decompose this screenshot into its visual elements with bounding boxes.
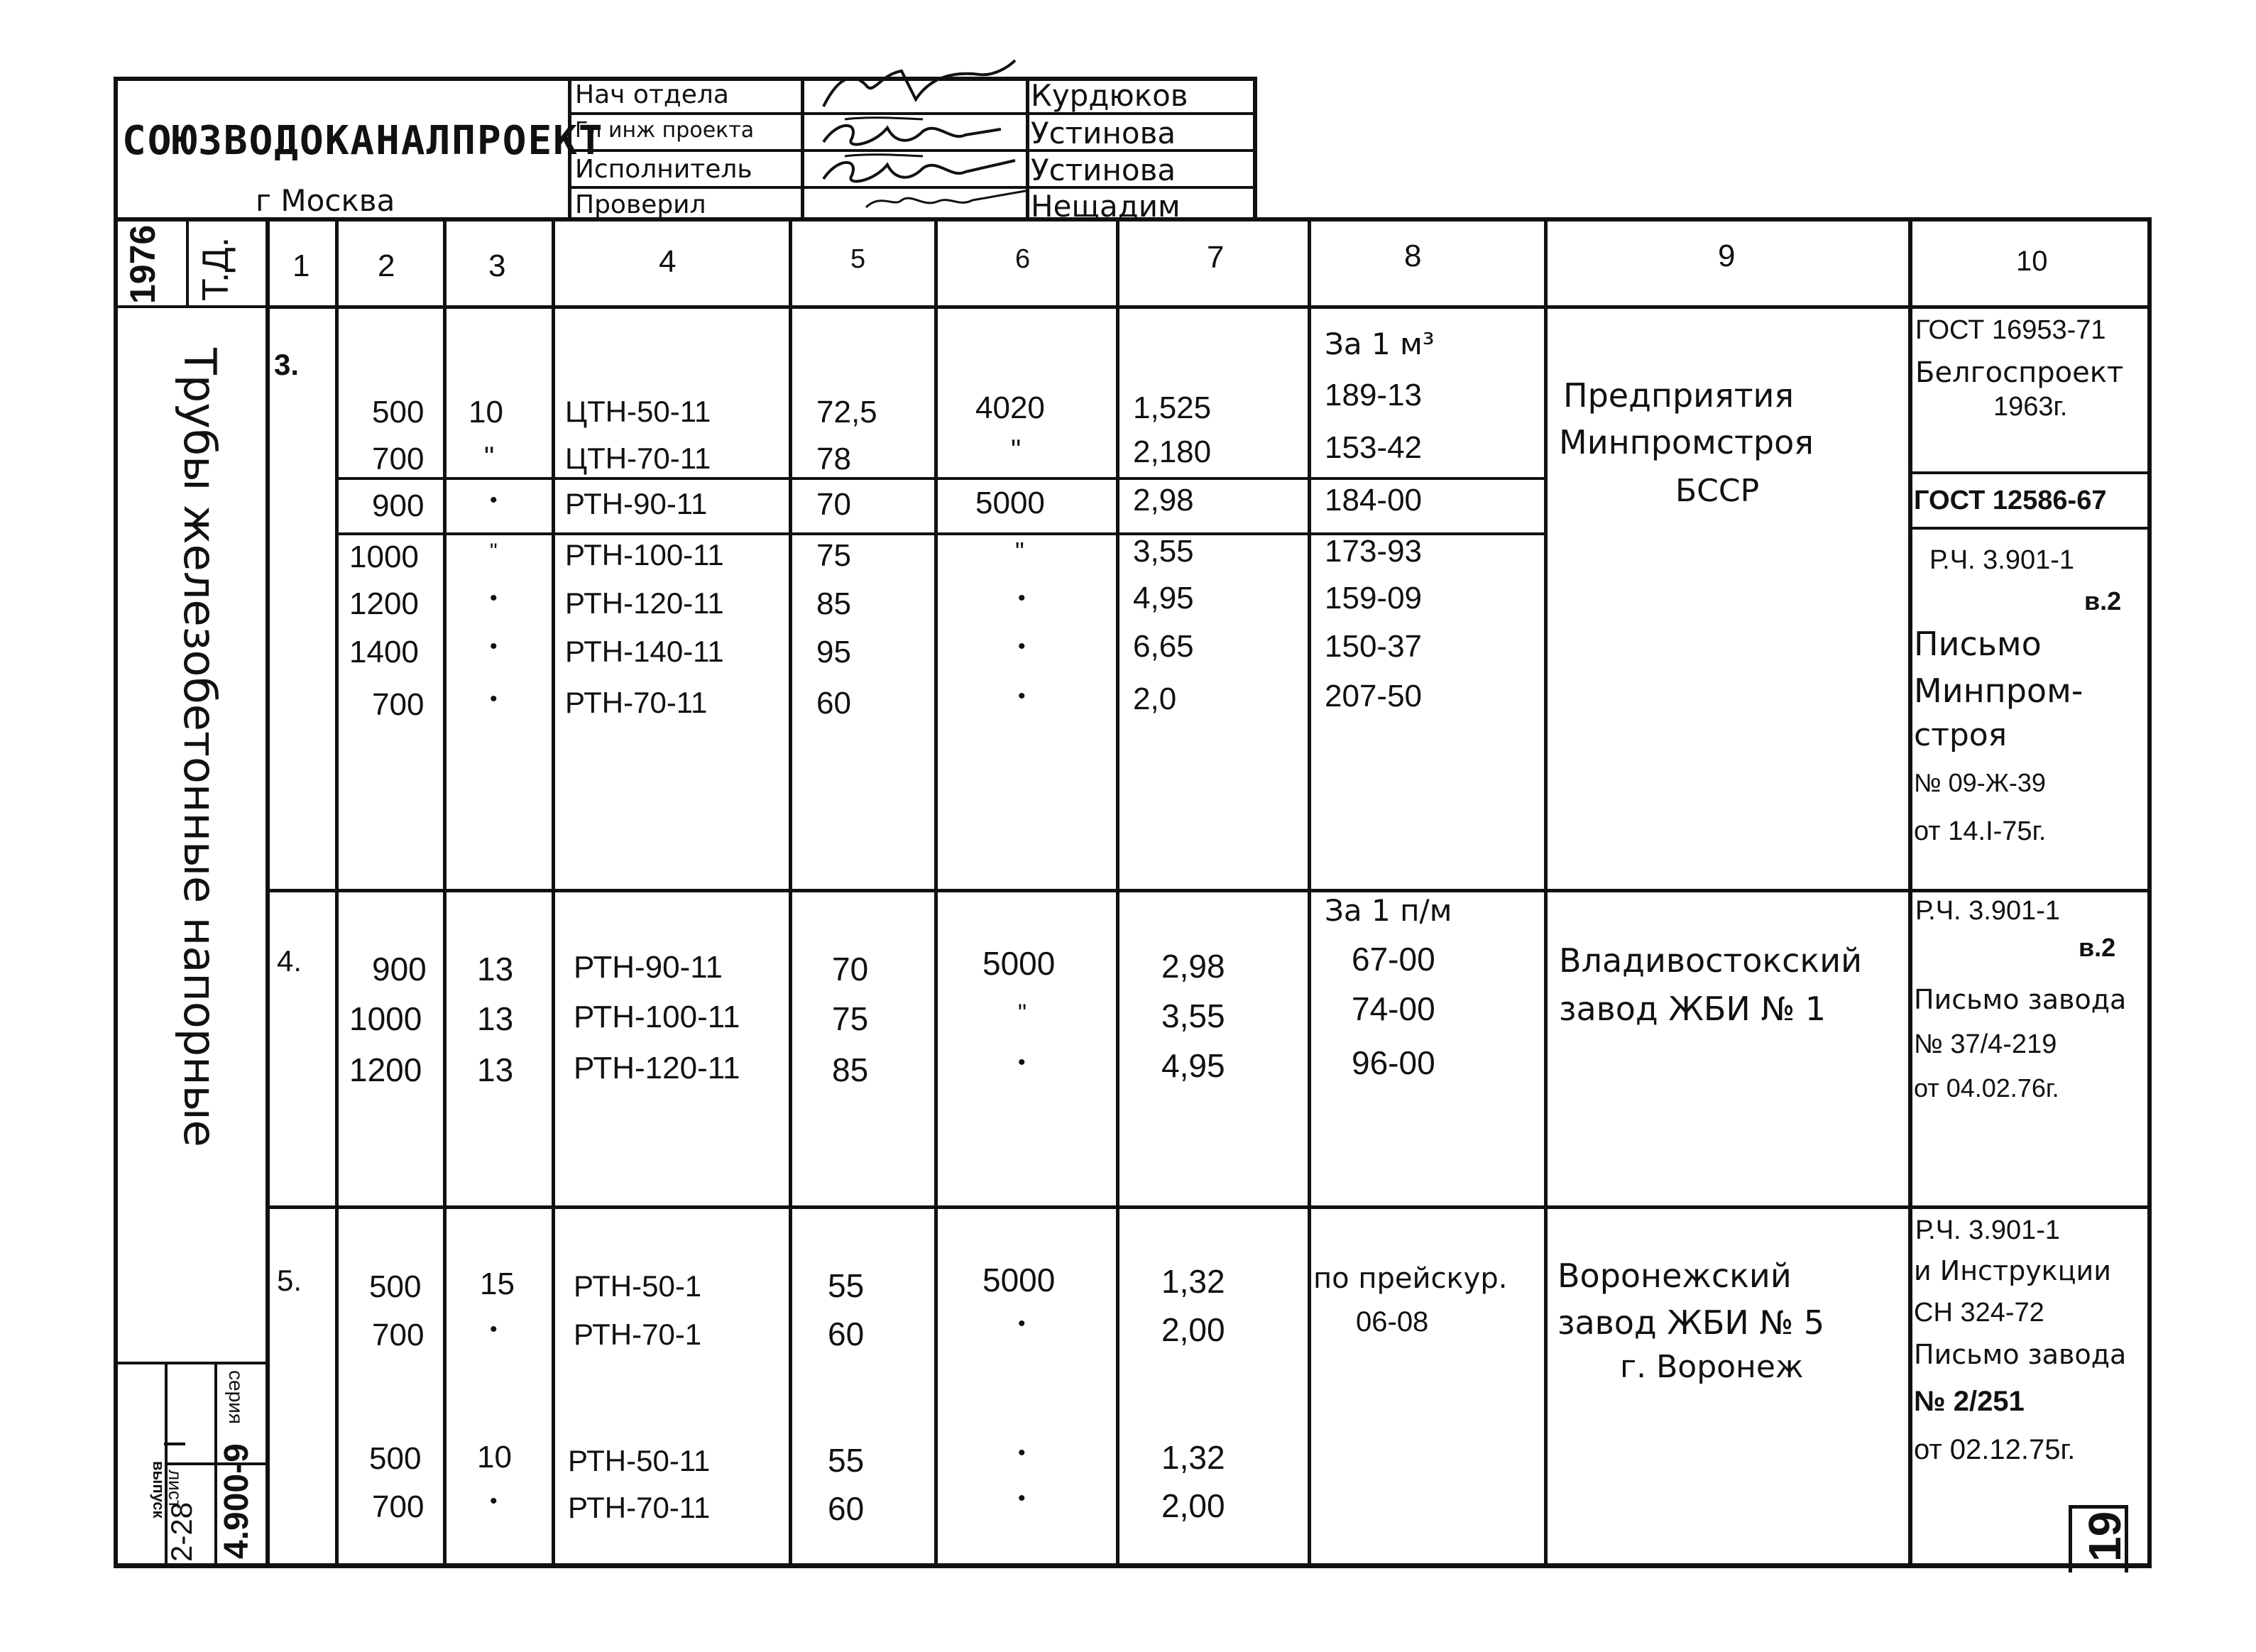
- mass-cell: 1,32: [1161, 1439, 1225, 1476]
- group-sep-2: [265, 1205, 2151, 1209]
- side-line-2: [114, 1362, 265, 1364]
- col-header-8: 8: [1404, 239, 1422, 273]
- docs-line: Р.Ч. 3.901-1: [1929, 545, 2075, 575]
- supplier-line: Воронежский: [1557, 1257, 1792, 1295]
- mass-cell: 3,55: [1133, 534, 1194, 569]
- header-row-line: [265, 305, 2151, 309]
- wall-cell: 75: [832, 1000, 869, 1037]
- signature-executor: [816, 151, 1022, 189]
- stamp-role-1: Нач отдела: [575, 80, 729, 109]
- wall-cell: 60: [816, 686, 851, 721]
- stamp-left-border: [114, 77, 118, 1568]
- side-sheet: 2-28: [165, 1501, 198, 1562]
- docs-line: от 04.02.76г.: [1914, 1073, 2059, 1103]
- supplier-line: БССР: [1675, 473, 1760, 509]
- length-cell: •: [1018, 586, 1026, 610]
- mark-cell: РТН-50-1: [574, 1269, 702, 1303]
- col-sep-1: [265, 217, 270, 1568]
- side-year: 1976: [123, 224, 163, 304]
- mark-cell: РТН-90-11: [574, 950, 723, 985]
- diameter-cell: 500: [369, 1441, 422, 1476]
- mark-cell: РТН-70-1: [574, 1318, 702, 1351]
- mass-cell: 2,00: [1161, 1311, 1225, 1348]
- mass-cell: 1,32: [1161, 1263, 1225, 1300]
- pressure-cell: •: [490, 635, 498, 658]
- col-header-1: 1: [292, 248, 310, 283]
- pressure-cell: •: [490, 1318, 498, 1341]
- stamp-name-4: Нещадим: [1031, 189, 1181, 224]
- org-name: СОЮЗВОДОКАНАЛПРОЕКТ: [122, 118, 604, 164]
- wall-cell: 85: [816, 586, 851, 621]
- docs-line: СН 324-72: [1914, 1298, 2044, 1328]
- diameter-cell: 1000: [349, 540, 419, 574]
- docs-line: и Инструкции: [1914, 1255, 2111, 1286]
- col-sep-3: [443, 217, 447, 1568]
- diameter-cell: 500: [372, 395, 425, 430]
- col-header-2: 2: [378, 248, 395, 283]
- docs-line: Белгоспроект: [1915, 356, 2124, 389]
- mass-cell: 3,55: [1161, 997, 1225, 1034]
- docs-line-2: [1908, 527, 2151, 530]
- side-issue: I: [158, 1439, 192, 1448]
- wall-cell: 70: [832, 951, 869, 988]
- pressure-cell: 10: [477, 1440, 512, 1475]
- table-bottom-border: [114, 1563, 2151, 1568]
- group-number: 3.: [274, 348, 300, 381]
- mass-cell: 4,95: [1161, 1047, 1225, 1084]
- mark-cell: РТН-100-11: [565, 538, 724, 571]
- stamp-role-2: Гл инж проекта: [575, 118, 755, 143]
- signature-head: [809, 57, 1022, 116]
- price-unit-code: 06-08: [1356, 1306, 1429, 1338]
- mark-cell: ЦТН-50-11: [565, 395, 711, 428]
- mass-cell: 2,98: [1133, 483, 1194, 518]
- side-title: Трубы железобетонные напорные: [174, 348, 226, 1147]
- length-cell: 5000: [975, 486, 1045, 520]
- docs-line: Письмо: [1914, 625, 2042, 663]
- length-cell: 5000: [982, 945, 1056, 982]
- docs-line: Письмо завода: [1914, 984, 2127, 1015]
- mark-cell: РТН-120-11: [574, 1051, 740, 1085]
- mass-cell: 1,525: [1133, 390, 1212, 425]
- price-cell: 67-00: [1352, 941, 1435, 978]
- stamp-name-1: Курдюков: [1031, 78, 1188, 113]
- mark-cell: РТН-90-11: [565, 487, 708, 520]
- mass-cell: 6,65: [1133, 629, 1194, 664]
- price-cell: 74-00: [1352, 990, 1435, 1027]
- col-header-5: 5: [850, 244, 866, 274]
- pressure-cell: •: [490, 586, 498, 610]
- supplier-line: завод ЖБИ № 1: [1559, 990, 1827, 1028]
- pressure-cell: 13: [477, 1000, 514, 1037]
- wall-cell: 60: [828, 1315, 865, 1352]
- length-cell: 5000: [982, 1262, 1056, 1298]
- diameter-cell: 700: [372, 687, 425, 722]
- price-unit: За 1 п/м: [1325, 893, 1452, 928]
- col-sep-4: [552, 217, 555, 1568]
- price-cell: 153-42: [1325, 430, 1423, 465]
- col-header-3: 3: [488, 248, 506, 283]
- wall-cell: 55: [828, 1267, 865, 1304]
- mark-cell: РТН-70-11: [568, 1491, 711, 1524]
- docs-line: № 37/4-219: [1914, 1029, 2057, 1059]
- wall-cell: 72,5: [816, 395, 877, 430]
- wall-cell: 60: [828, 1490, 865, 1527]
- mark-cell: РТН-100-11: [574, 1000, 740, 1034]
- docs-line: № 09-Ж-39: [1914, 768, 2046, 797]
- price-cell: 184-00: [1325, 483, 1423, 518]
- mass-cell: 2,0: [1133, 682, 1177, 716]
- diameter-cell: 1400: [349, 635, 419, 669]
- diameter-cell: 700: [372, 1318, 425, 1352]
- col-sep-6: [934, 217, 938, 1568]
- length-cell: •: [1018, 635, 1026, 658]
- wall-cell: 70: [816, 487, 851, 522]
- length-cell: •: [1018, 1441, 1026, 1465]
- mark-cell: РТН-50-11: [568, 1444, 711, 1477]
- wall-cell: 75: [816, 538, 851, 573]
- group-number: 4.: [277, 944, 302, 978]
- side-code: Т.Д.: [195, 236, 236, 301]
- docs-line-1: [1908, 471, 2151, 474]
- docs-line: Минпром-: [1914, 672, 2083, 710]
- mass-cell: 2,00: [1161, 1487, 1225, 1524]
- wall-cell: 78: [816, 442, 851, 476]
- row-line-900-top: [335, 477, 1544, 480]
- price-cell: 150-37: [1325, 629, 1423, 664]
- price-cell: 159-09: [1325, 581, 1423, 616]
- price-cell: 96-00: [1352, 1044, 1435, 1081]
- price-unit: по прейскур.: [1313, 1262, 1508, 1295]
- side-series: 4.900-9: [218, 1443, 256, 1559]
- price-cell: 173-93: [1325, 534, 1423, 569]
- stamp-right-border: [1253, 77, 1257, 219]
- docs-line: строя: [1914, 717, 2008, 753]
- stamp-role-4: Проверил: [575, 190, 706, 219]
- side-series-label: серия: [225, 1370, 247, 1424]
- mass-cell: 2,180: [1133, 434, 1212, 469]
- price-cell: 189-13: [1325, 378, 1423, 412]
- supplier-line: г. Воронеж: [1620, 1349, 1804, 1385]
- page-number: 19: [2079, 1511, 2130, 1562]
- stamp-name-2: Устинова: [1031, 116, 1176, 151]
- length-cell: ": [1011, 434, 1022, 466]
- diameter-cell: 1000: [349, 1000, 422, 1037]
- supplier-line: завод ЖБИ № 5: [1557, 1303, 1825, 1342]
- mark-cell: РТН-140-11: [565, 635, 724, 668]
- side-year-divider: [186, 217, 189, 308]
- table-right-border: [2147, 217, 2152, 1568]
- org-city: г Москва: [256, 183, 395, 218]
- length-cell: •: [1018, 1487, 1026, 1510]
- diameter-cell: 1200: [349, 586, 419, 621]
- col-header-10: 10: [2016, 246, 2048, 277]
- stamp-divider-2: [801, 77, 804, 219]
- side-line-1: [114, 305, 265, 308]
- wall-cell: 85: [832, 1051, 869, 1088]
- col-sep-8: [1308, 217, 1311, 1568]
- price-cell: 207-50: [1325, 679, 1423, 713]
- pressure-cell: 13: [477, 1051, 514, 1088]
- col-sep-10: [1908, 217, 1912, 1568]
- pressure-cell: ": [490, 540, 498, 563]
- pressure-cell: ": [484, 442, 495, 473]
- mark-cell: РТН-120-11: [565, 586, 724, 620]
- pressure-cell: •: [490, 687, 498, 711]
- col-header-4: 4: [659, 244, 677, 279]
- col-sep-7: [1116, 217, 1119, 1568]
- pressure-cell: •: [490, 488, 498, 512]
- pressure-cell: 13: [477, 951, 514, 988]
- side-issue-label: выпуск: [150, 1461, 168, 1519]
- supplier-line: Минпромстроя: [1559, 423, 1814, 461]
- length-cell: •: [1018, 684, 1026, 708]
- diameter-cell: 500: [369, 1269, 422, 1304]
- length-cell: 4020: [975, 390, 1045, 425]
- diameter-cell: 700: [372, 1489, 425, 1524]
- diameter-cell: 900: [372, 488, 425, 523]
- stamp-name-3: Устинова: [1031, 153, 1176, 187]
- mark-cell: РТН-70-11: [565, 686, 708, 719]
- docs-line: Р.Ч. 3.901-1: [1915, 1215, 2061, 1245]
- col-sep-5: [789, 217, 792, 1568]
- group-sep-1: [265, 889, 2151, 892]
- pressure-cell: •: [490, 1489, 498, 1513]
- group-number: 5.: [277, 1264, 302, 1297]
- pressure-cell: 10: [469, 395, 503, 430]
- price-unit: За 1 м³: [1325, 327, 1435, 361]
- pressure-cell: 15: [480, 1267, 515, 1301]
- length-cell: ": [1015, 537, 1024, 566]
- docs-line: в.2: [2079, 933, 2116, 962]
- length-cell: •: [1018, 1312, 1026, 1335]
- side-sheet-label: лист: [165, 1470, 186, 1509]
- diameter-cell: 900: [372, 951, 427, 988]
- docs-line: 1963г.: [1993, 392, 2068, 422]
- docs-line: в.2: [2084, 586, 2122, 616]
- docs-line: от 14.I-75г.: [1914, 816, 2047, 846]
- col-header-7: 7: [1207, 240, 1225, 275]
- docs-line: № 2/251: [1914, 1386, 2025, 1417]
- docs-line: ГОСТ 16953-71: [1915, 315, 2106, 345]
- diameter-cell: 700: [372, 442, 425, 476]
- col-sep-9: [1544, 217, 1548, 1568]
- wall-cell: 55: [828, 1442, 865, 1479]
- length-cell: ": [1018, 1000, 1027, 1027]
- docs-line: Письмо завода: [1914, 1339, 2127, 1370]
- docs-line: Р.Ч. 3.901-1: [1915, 896, 2061, 926]
- wall-cell: 95: [816, 635, 851, 669]
- signature-chief: [816, 114, 1015, 152]
- length-cell: •: [1018, 1051, 1026, 1074]
- col-header-6: 6: [1015, 244, 1031, 274]
- diameter-cell: 1200: [349, 1051, 422, 1088]
- stamp-role-3: Исполнитель: [575, 155, 752, 184]
- col-sep-2: [335, 217, 339, 1568]
- col-header-9: 9: [1718, 239, 1736, 273]
- docs-line: ГОСТ 12586-67: [1914, 486, 2107, 515]
- docs-line: от 02.12.75г.: [1914, 1434, 2076, 1465]
- mass-cell: 4,95: [1133, 581, 1194, 616]
- mass-cell: 2,98: [1161, 948, 1225, 985]
- signature-checker: [852, 186, 1036, 220]
- mark-cell: ЦТН-70-11: [565, 442, 711, 475]
- supplier-line: Владивостокский: [1559, 941, 1862, 980]
- supplier-line: Предприятия: [1563, 376, 1795, 415]
